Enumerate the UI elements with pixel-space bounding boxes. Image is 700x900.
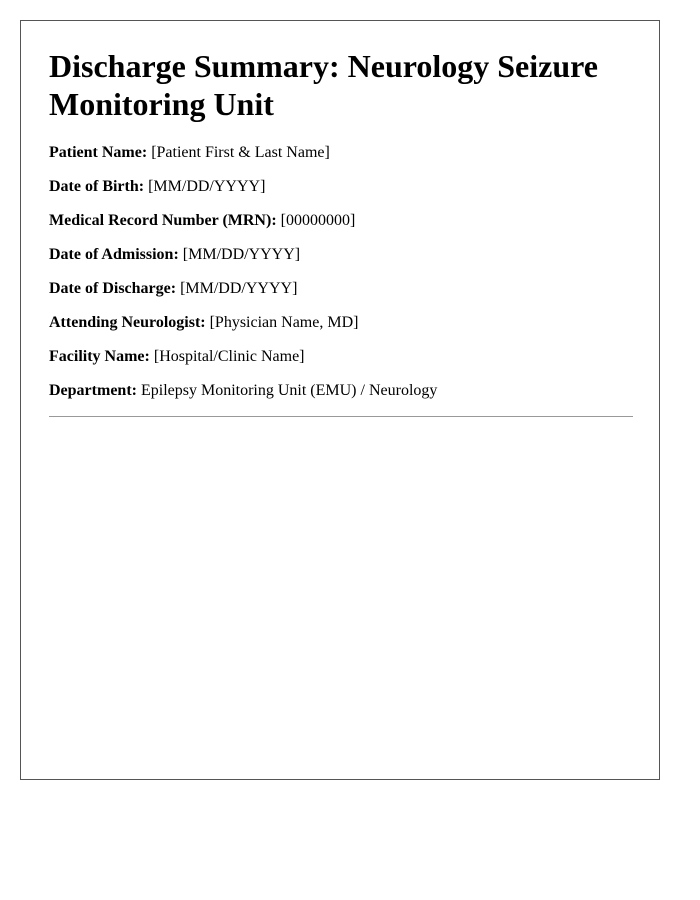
field-value: [Patient First & Last Name] [151,144,330,161]
field-value: [Hospital/Clinic Name] [153,348,305,365]
field-date-of-birth [49,177,639,211]
field-label: Date of Admission: [49,246,183,263]
field-label: Date of Birth: [49,178,149,195]
field-department [49,381,639,415]
discharge-summary-document [20,20,660,780]
field-patient-name [49,143,639,177]
field-value: [MM/DD/YYYY] [182,246,301,263]
section-divider [49,416,633,417]
field-label: Medical Record Number (MRN): [49,212,281,229]
field-label: Department: [49,382,141,399]
field-value: [MM/DD/YYYY] [148,178,266,195]
field-value: [00000000] [280,212,356,229]
field-value: [MM/DD/YYYY] [180,280,298,297]
field-attending-neurologist [49,313,639,347]
field-value: Epilepsy Monitoring Unit (EMU) / Neurology [140,382,438,399]
field-label: Attending Neurologist: [49,314,210,331]
field-date-of-discharge [49,279,639,313]
document-title: Discharge Summary: Neurology Seizure Monitoring Unit [49,48,598,122]
field-value: [Physician Name, MD] [209,314,359,331]
field-label: Patient Name: [49,144,152,161]
patient-info-list [49,143,639,415]
field-date-of-admission [49,245,639,279]
field-facility-name [49,347,639,381]
field-mrn [49,211,639,245]
field-label: Date of Discharge: [49,280,181,297]
field-label: Facility Name: [49,348,154,365]
